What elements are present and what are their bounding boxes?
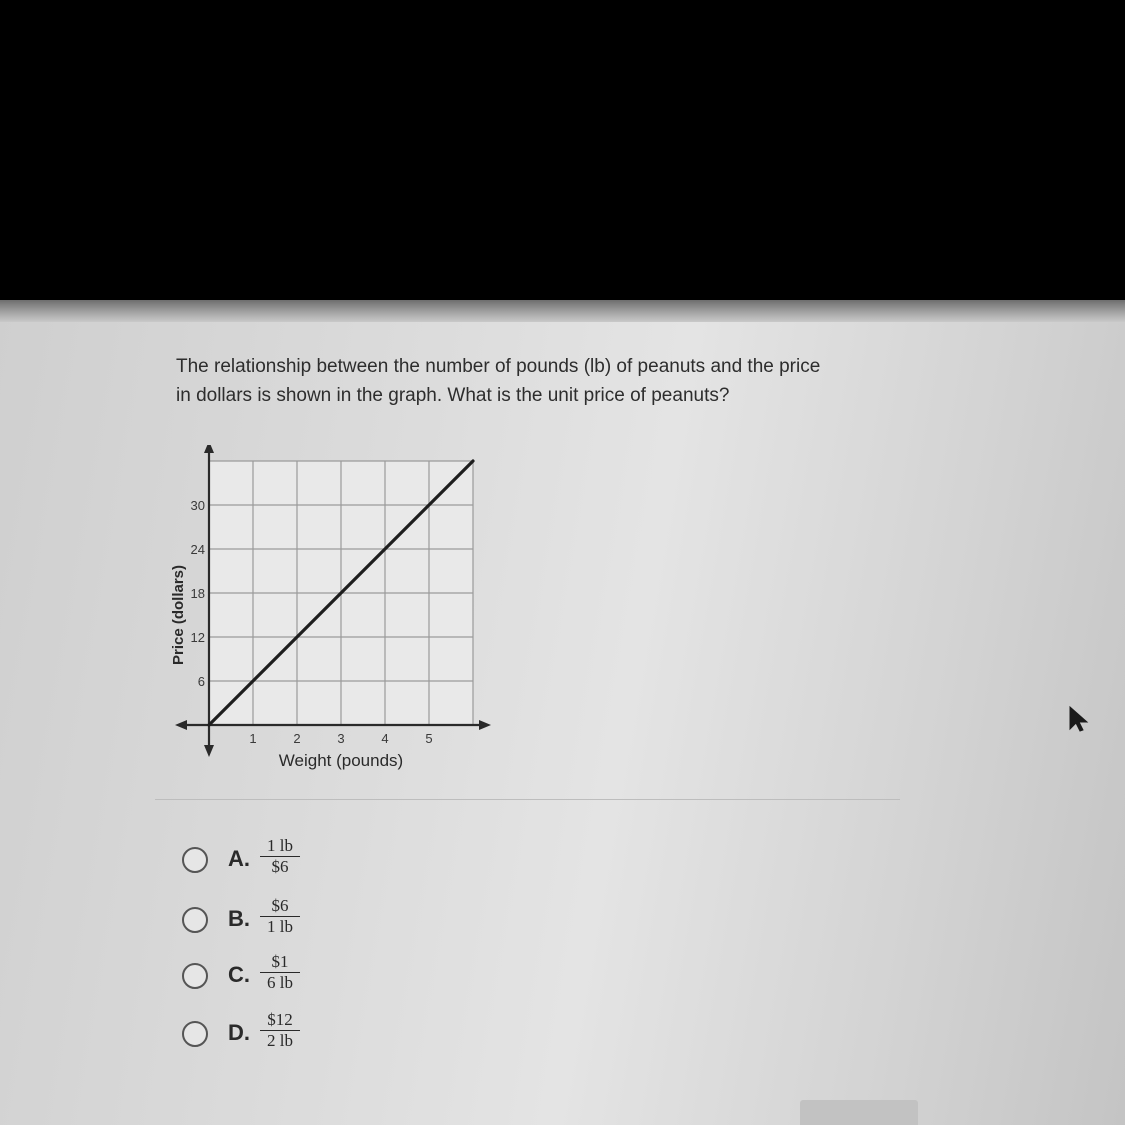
price-weight-graph [155,445,515,785]
fraction-numerator: $1 [260,953,300,973]
x-tick-label: 3 [337,731,345,746]
x-tick-label: 4 [381,731,389,746]
y-tick-label: 6 [197,674,205,689]
choice-letter-b: B. [228,906,250,931]
chart-svg [155,445,515,785]
choice-letter-a: A. [228,846,250,871]
choice-fraction-d [260,1011,300,1050]
question-line-2: in dollars is shown in the graph. What is the unit price of peanuts? [176,385,730,406]
choice-c[interactable] [180,952,420,1006]
fraction-denominator: 6 lb [267,973,293,992]
x-tick-label: 2 [293,731,301,746]
question-prompt [176,352,896,410]
choice-a[interactable] [180,836,420,890]
x-axis-label: Weight (pounds) [278,751,404,770]
y-axis-arrow-down [204,745,214,757]
y-axis-label: Price (dollars) [170,564,187,666]
y-tick-label: 24 [190,542,205,557]
x-tick-label: 5 [425,731,433,746]
page-header-strip [0,300,1125,322]
fraction-denominator: $6 [271,857,289,876]
submit-button[interactable] [800,1100,918,1125]
fraction-denominator: 1 lb [267,917,293,936]
y-tick-label: 12 [190,630,205,645]
radio-button-c[interactable] [182,963,208,989]
choice-letter-c: C. [228,962,250,987]
choice-fraction-b [260,897,300,936]
choice-fraction-c [260,953,300,992]
fraction-numerator: 1 lb [260,837,300,857]
mouse-pointer-icon [1068,705,1090,733]
question-page [0,300,1125,1125]
choice-letter-d: D. [228,1020,250,1045]
radio-button-d[interactable] [182,1021,208,1047]
y-axis-arrow [204,445,214,453]
y-tick-label: 30 [190,498,205,513]
divider [155,799,900,800]
x-tick-label: 1 [249,731,257,746]
choice-fraction-a [260,837,300,876]
radio-button-b[interactable] [182,907,208,933]
x-axis-arrow-left [175,720,187,730]
fraction-denominator: 2 lb [267,1031,293,1050]
fraction-numerator: $12 [260,1011,300,1031]
x-axis-arrow [479,720,491,730]
fraction-numerator: $6 [260,897,300,917]
radio-button-a[interactable] [182,847,208,873]
y-tick-label: 18 [190,586,205,601]
choice-d[interactable] [180,1010,420,1064]
choice-b[interactable] [180,896,420,950]
question-line-1: The relationship between the number of pounds (lb) of peanuts and the price [176,356,821,377]
